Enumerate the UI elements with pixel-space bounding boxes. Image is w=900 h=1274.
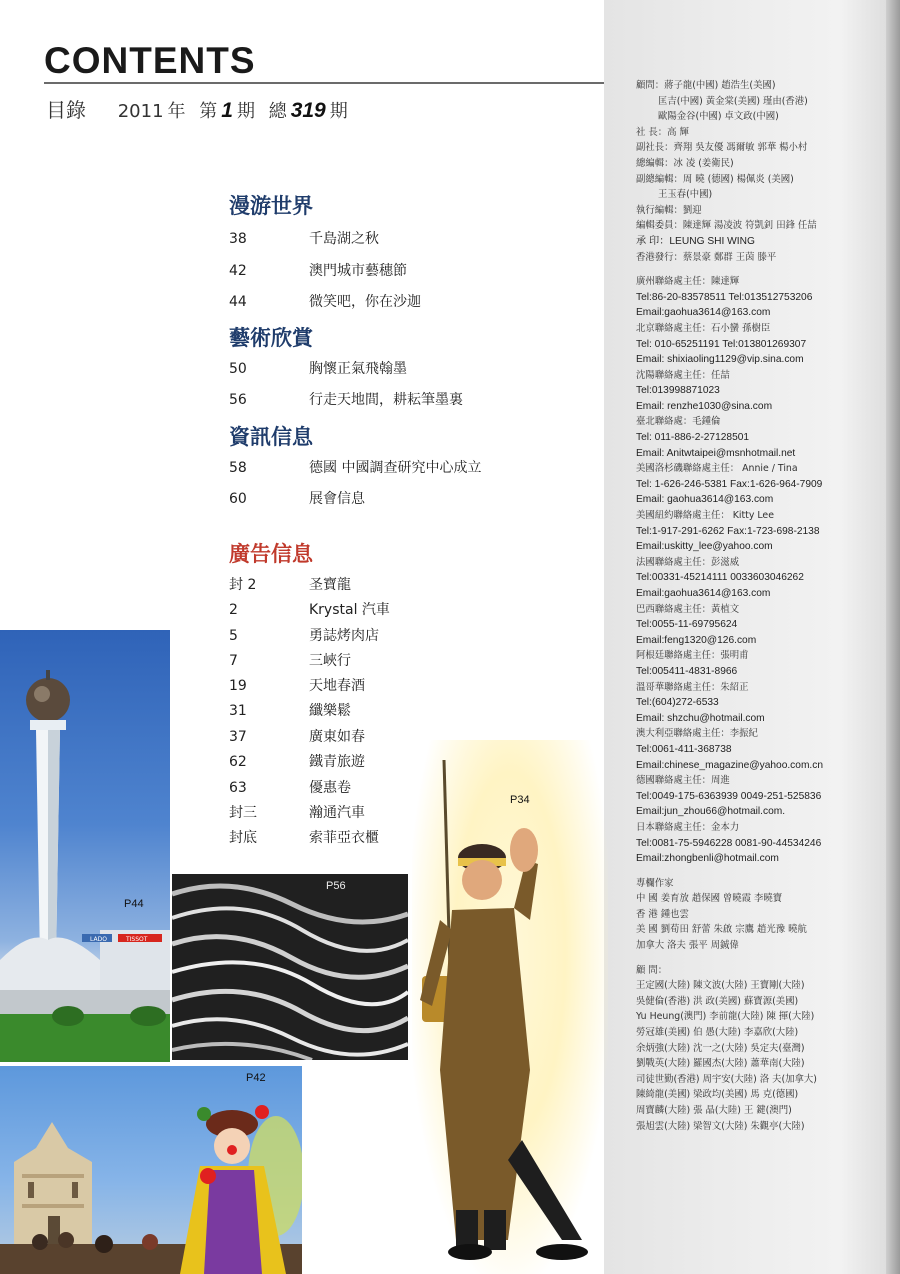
- credit-line: 執行編輯：劉迎: [636, 204, 702, 216]
- credit-line: 匡吉(中國) 黃金棠(美國) 瑾由(香港): [658, 95, 808, 107]
- credit-line[interactable]: Email:gaohua3614@163.com: [636, 588, 771, 599]
- tower-illustration: [0, 630, 170, 1062]
- credit-line[interactable]: Email: Anitwtaipei@msnhotmail.net: [636, 447, 796, 459]
- toc-page: 44: [229, 294, 247, 310]
- credit-line: 副社長：齊翔 吳友優 馮爾敏 郭華 楊小村: [636, 142, 808, 154]
- credit-line: Yu Heung(澳門) 李前龍(大陸) 陳 揮(大陸): [636, 1011, 815, 1023]
- ad-title: 三峽行: [309, 653, 351, 669]
- credit-line: Tel: 1-626-246-5381 Fax:1-626-964-7909: [636, 478, 823, 490]
- masthead-credits: [636, 78, 876, 1134]
- total-number: 319: [290, 99, 326, 122]
- credit-line: 澳大利亞聯絡處主任：李振紀: [636, 728, 758, 740]
- credit-line[interactable]: Email: shixiaoling1129@vip.sina.com: [636, 354, 804, 366]
- ad-page: 7: [229, 653, 238, 669]
- page-edge-shadow: [886, 0, 900, 1274]
- ad-row[interactable]: [229, 777, 351, 797]
- credit-line: 北京聯絡處主任：石小蠻 孫樹臣: [636, 322, 771, 334]
- ad-page: 封三: [229, 805, 257, 821]
- credit-line: 巴西聯絡處主任：黃植文: [636, 603, 740, 615]
- credit-line: 顧 問：: [636, 964, 668, 976]
- toc-page: 50: [229, 361, 247, 377]
- credit-line[interactable]: Email: gaohua3614@163.com: [636, 494, 774, 506]
- sign-tissot: TISSOT: [126, 936, 148, 943]
- subtitle: 目錄: [46, 98, 86, 122]
- ad-row[interactable]: [229, 802, 365, 822]
- credit-line: 副總編輯：周 曉 (德國) 楊佩炎 (美國): [636, 173, 794, 185]
- toc-page: 58: [229, 460, 247, 476]
- credit-line[interactable]: Email:uskitty_lee@yahoo.com: [636, 541, 773, 553]
- photo-caption: P56: [326, 880, 346, 892]
- credit-line: 廣州聯絡處主任：陳達輝: [636, 276, 740, 288]
- toc-title: 千島湖之秋: [309, 231, 379, 247]
- credit-line[interactable]: Email:chinese_magazine@yahoo.com.cn: [636, 759, 824, 771]
- ad-title: 圣寶龍: [309, 577, 351, 593]
- credit-line: 沈陽聯絡處主任：任喆: [636, 369, 730, 381]
- credit-line: Tel:013998871023: [636, 385, 720, 397]
- ad-row[interactable]: [229, 625, 379, 645]
- toc-row[interactable]: [229, 228, 379, 248]
- credit-line: 總編輯：冰 凌 (姜衛民): [636, 157, 734, 169]
- photo-caption: P34: [510, 794, 530, 806]
- title-divider: [44, 82, 604, 84]
- credit-line: 美 國 劉荀田 舒蕾 朱啟 宗鷹 趙光豫 曉航: [636, 924, 807, 936]
- ad-page: 31: [229, 703, 247, 719]
- credit-line: 中 國 姜育放 趙保國 曾曉霞 李曉寶: [636, 893, 783, 905]
- toc-title: 微笑吧，你在沙迦: [309, 294, 421, 310]
- credit-line: 法國聯絡處主任：彭滋威: [636, 556, 740, 568]
- photo-performer: [412, 740, 608, 1274]
- credit-line: Tel:86-20-83578511 Tel:013512753206: [636, 291, 813, 303]
- credit-line: 專欄作家: [636, 877, 674, 889]
- credit-line: Tel:(604)272-6533: [636, 697, 719, 709]
- credit-line: 承 印：LEUNG SHI WING: [636, 235, 755, 247]
- credit-line: 余炳強(大陸) 沈一之(大陸) 吳定夫(臺灣): [636, 1042, 805, 1054]
- credit-line: Tel:1-917-291-6262 Fax:1-723-698-2138: [636, 525, 820, 537]
- ad-title: 優惠卷: [309, 780, 351, 796]
- toc-title: 展會信息: [309, 491, 365, 507]
- credit-line: 加拿大 洛夫 張平 周鋮偉: [636, 940, 739, 952]
- credit-line[interactable]: Email: renzhe1030@sina.com: [636, 400, 773, 412]
- credit-line: 顧問：蔣子龍(中國) 趙浩生(美國): [636, 80, 776, 91]
- ad-row[interactable]: [229, 827, 379, 847]
- ad-page: 37: [229, 729, 247, 745]
- credits-gap: [636, 265, 876, 274]
- credit-line[interactable]: Email:gaohua3614@163.com: [636, 307, 771, 319]
- issue-prefix: 第: [199, 101, 218, 122]
- ad-row[interactable]: [229, 650, 351, 670]
- issue-suffix: 期: [236, 101, 255, 122]
- toc-title: 澳門城市藝穗節: [309, 263, 407, 279]
- toc-title: 胸懷正氣飛翰墨: [309, 361, 407, 377]
- credit-line: Tel: 011-886-2-27128501: [636, 432, 750, 444]
- credit-line: 勞冠雄(美國) 伯 愚(大陸) 李嘉欣(大陸): [636, 1027, 799, 1039]
- photo-macau: [0, 1066, 302, 1274]
- ad-title: 索菲亞衣櫃: [309, 830, 379, 846]
- ad-page: 5: [229, 628, 238, 644]
- ad-page: 封 2: [229, 577, 257, 593]
- sign-lado: LADO: [90, 936, 107, 943]
- ad-title: 天地春酒: [309, 678, 365, 694]
- credit-line: 美國紐約聯絡處主任： Kitty Lee: [636, 510, 774, 522]
- credit-line: 張旭雲(大陸) 梁智文(大陸) 朱觀亭(大陸): [636, 1120, 805, 1132]
- ads-section-title: 廣告信息: [229, 541, 313, 566]
- toc-row[interactable]: [229, 389, 463, 409]
- ad-page: 2: [229, 602, 238, 618]
- credits-gap: [636, 867, 876, 876]
- ad-page: 63: [229, 780, 247, 796]
- toc-row[interactable]: [229, 260, 407, 280]
- credit-line: 吳健倫(香港) 洪 政(美國) 蘇寶源(美國): [636, 995, 799, 1007]
- photo-caption: P44: [124, 898, 144, 910]
- credit-line[interactable]: Email:feng1320@126.com: [636, 634, 757, 646]
- year-unit: 年: [167, 101, 186, 122]
- credit-line: 日本聯絡處主任：金本力: [636, 821, 740, 833]
- macau-illustration: [0, 1066, 302, 1274]
- ad-page: 封底: [229, 830, 257, 846]
- credit-line: 溫哥華聯絡處主任：朱紹正: [636, 681, 749, 693]
- ad-title: 瀚通汽車: [309, 805, 365, 821]
- issue-line: [46, 94, 352, 123]
- credit-line: 社 長：高 輝: [636, 126, 689, 138]
- toc-row[interactable]: [229, 457, 481, 477]
- photo-tower: [0, 630, 170, 1062]
- credit-line: 劉戰英(大陸) 羅國杰(大陸) 蕭華南(大陸): [636, 1058, 805, 1070]
- page-title: CONTENTS: [44, 40, 256, 81]
- credit-line: 美國洛杉磯聯絡處主任： Annie / Tina: [636, 463, 798, 475]
- credit-line[interactable]: Email: shzchu@hotmail.com: [636, 712, 765, 724]
- credit-line: 香 港 鍾也雲: [636, 908, 689, 920]
- ad-title: Krystal 汽車: [309, 602, 390, 618]
- credit-line: 編輯委員：陳達輝 湯凌波 符凱釗 田鋒 任喆: [636, 220, 817, 232]
- toc-title: 行走天地間，耕耘筆墨裏: [309, 392, 463, 408]
- photo-caption: P42: [246, 1072, 266, 1084]
- section-title: 資訊信息: [229, 424, 313, 449]
- credit-line: 臺北聯絡處：毛鍾倫: [636, 416, 721, 428]
- ad-title: 纖樂鬆: [309, 703, 351, 719]
- ad-row[interactable]: [229, 726, 365, 746]
- ad-row[interactable]: [229, 574, 351, 594]
- ad-title: 廣東如春: [309, 729, 365, 745]
- ad-row[interactable]: [229, 599, 390, 619]
- section-title: 漫游世界: [229, 193, 313, 218]
- toc-page: 56: [229, 392, 247, 408]
- performer-illustration: [412, 740, 608, 1274]
- terraces-illustration: [172, 874, 408, 1060]
- toc-page: 60: [229, 491, 247, 507]
- toc-row[interactable]: [229, 488, 365, 508]
- credit-line: 阿根廷聯絡處主任：張明甫: [636, 650, 749, 662]
- toc-row[interactable]: [229, 291, 421, 311]
- credit-line: Tel:0081-75-5946228 0081-90-44534246: [636, 837, 822, 849]
- credit-line: Tel:0049-175-6363939 0049-251-525836: [636, 790, 822, 802]
- credit-line[interactable]: Email:zhongbenli@hotmail.com: [636, 853, 779, 865]
- credit-line: 司徒世勤(香港) 周宇安(大陸) 洛 夫(加拿大): [636, 1073, 817, 1085]
- credit-line: 德國聯絡處主任：周進: [636, 775, 730, 787]
- ad-title: 勇誌烤肉店: [309, 628, 379, 644]
- ad-row[interactable]: [229, 751, 365, 771]
- ad-page: 62: [229, 754, 247, 770]
- toc-page: 38: [229, 231, 247, 247]
- year: 2011: [117, 101, 164, 122]
- credit-line: Tel: 010-65251191 Tel:013801269307: [636, 338, 807, 350]
- credit-line: Tel:00331-45214111 0033603046262: [636, 572, 804, 584]
- toc-row[interactable]: [229, 358, 407, 378]
- credit-line: 香港發行：蔡景豪 鄭群 王茵 滕平: [636, 251, 777, 263]
- toc-page: 42: [229, 263, 247, 279]
- issue-number: 1: [221, 99, 233, 122]
- ad-row[interactable]: [229, 675, 365, 695]
- credit-line: 王定國(大陸) 陳文波(大陸) 王寶剛(大陸): [636, 980, 805, 992]
- credit-line: 歐陽金谷(中國) 卓文政(中國): [658, 111, 779, 123]
- credits-gap: [636, 954, 876, 963]
- toc-title: 德國 中國調查研究中心成立: [309, 460, 482, 476]
- ad-page: 19: [229, 678, 247, 694]
- ad-title: 鐵青旅遊: [309, 754, 365, 770]
- credit-line: Tel:0055-11-69795624: [636, 619, 738, 631]
- section-title: 藝術欣賞: [229, 325, 313, 350]
- credit-line: 王玉春(中國): [658, 189, 713, 201]
- credit-line: 周寶麟(大陸) 張 晶(大陸) 王 鍵(澳門): [636, 1105, 792, 1116]
- ad-row[interactable]: [229, 700, 351, 720]
- total-suffix: 期: [329, 101, 348, 122]
- credit-line: Tel:005411-4831-8966: [636, 665, 738, 677]
- total-prefix: 總: [268, 101, 287, 122]
- credit-line: Tel:0061-411-368738: [636, 743, 732, 755]
- photo-terraces: [172, 874, 408, 1060]
- credit-line[interactable]: Email:jun_zhou66@hotmail.com.: [636, 806, 786, 818]
- credit-line: 陳綺龍(美國) 梁政均(美國) 馬 克(德國): [636, 1089, 799, 1101]
